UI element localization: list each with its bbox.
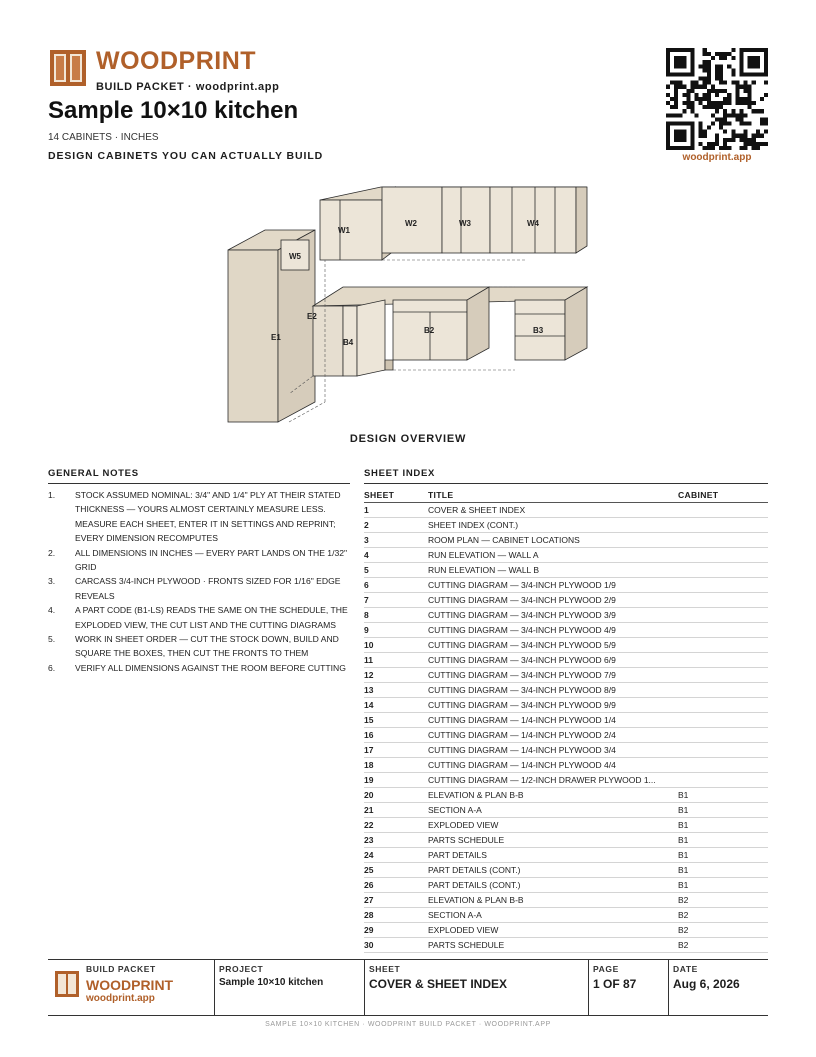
sheet-number-cell: 1	[364, 503, 428, 518]
title-block-project	[214, 960, 365, 1015]
cabinet-cell	[678, 773, 768, 788]
project-value: Sample 10×10 kitchen	[219, 977, 324, 988]
table-row[interactable]	[364, 638, 768, 653]
cabinet-cell	[678, 638, 768, 653]
sheet-number-cell: 16	[364, 728, 428, 743]
sheet-title-cell: CUTTING DIAGRAM — 3/4-INCH PLYWOOD 5/9	[428, 638, 678, 653]
cabinet-e2	[313, 306, 343, 376]
sheet-number-cell: 4	[364, 548, 428, 563]
list-item	[48, 632, 350, 661]
label-b3: B3	[533, 326, 544, 335]
sheet-title-cell: EXPLODED VIEW	[428, 818, 678, 833]
sheet-title-cell: CUTTING DIAGRAM — 1/4-INCH PLYWOOD 2/4	[428, 728, 678, 743]
label-e1: E1	[271, 333, 281, 342]
note-text: CARCASS 3/4-INCH PLYWOOD · FRONTS SIZED FOR 1/16" EDGE REVEALS	[75, 576, 341, 601]
label-w1: W1	[338, 226, 350, 235]
cabinet-cell	[678, 548, 768, 563]
label-b2: B2	[424, 326, 435, 335]
page-footer: SAMPLE 10×10 KITCHEN · WOODPRINT BUILD PACKET · WOODPRINT.APP	[265, 1021, 551, 1028]
sheet-title-cell: SHEET INDEX (CONT.)	[428, 518, 678, 533]
title-block-brand	[48, 960, 214, 1015]
table-row[interactable]	[364, 863, 768, 878]
sheet-title-cell: PART DETAILS (CONT.)	[428, 863, 678, 878]
table-row[interactable]	[364, 908, 768, 923]
cabinet-cell: B2	[678, 893, 768, 908]
title-block-page	[588, 960, 669, 1015]
cabinet-cell: B1	[678, 788, 768, 803]
title-block-date	[668, 960, 769, 1015]
sheet-title-cell: CUTTING DIAGRAM — 1/4-INCH PLYWOOD 4/4	[428, 758, 678, 773]
sheet-number-cell: 21	[364, 803, 428, 818]
sheet-title-cell: PARTS SCHEDULE	[428, 833, 678, 848]
note-text: WORK IN SHEET ORDER — CUT THE STOCK DOWN, BUILD AND SQUARE THE BOXES, THEN CUT THE FRONTS TO THEM	[75, 634, 339, 659]
table-row[interactable]	[364, 563, 768, 578]
cabinet-cell: B1	[678, 863, 768, 878]
title-block-brand-name: WOODPRINT	[86, 977, 174, 993]
note-text: A PART CODE (B1-LS) READS THE SAME ON THE SCHEDULE, THE EXPLODED VIEW, THE CUT LIST AND THE CUTTING DIAGRAMS	[75, 605, 348, 630]
sheet-number-cell: 14	[364, 698, 428, 713]
table-row[interactable]	[364, 833, 768, 848]
column-header-cabinet: CABINET	[678, 488, 768, 503]
note-number: 1.	[48, 490, 56, 500]
list-item	[48, 574, 350, 603]
sheet-index-table	[364, 488, 768, 953]
sheet-number-cell: 23	[364, 833, 428, 848]
date-value: Aug 6, 2026	[673, 977, 740, 991]
cabinet-cell	[678, 758, 768, 773]
cabinet-cell: B1	[678, 848, 768, 863]
sheet-title-cell: SECTION A-A	[428, 803, 678, 818]
sheet-title-cell: EXPLODED VIEW	[428, 923, 678, 938]
table-row[interactable]	[364, 938, 768, 953]
table-row[interactable]	[364, 713, 768, 728]
page-title: Sample 10×10 kitchen	[48, 97, 299, 124]
sheet-number-cell: 25	[364, 863, 428, 878]
sheet-number-cell: 8	[364, 608, 428, 623]
label-e2: E2	[307, 312, 317, 321]
sheet-title-cell: ELEVATION & PLAN B-B	[428, 788, 678, 803]
project-meta: 14 CABINETS · INCHES	[48, 132, 159, 143]
table-row[interactable]	[364, 788, 768, 803]
list-item	[48, 603, 350, 632]
sheet-index-title: SHEET INDEX	[364, 468, 768, 484]
sheet-number-cell: 27	[364, 893, 428, 908]
sheet-number-cell: 13	[364, 683, 428, 698]
woodprint-logo-icon	[55, 971, 79, 997]
note-text: VERIFY ALL DIMENSIONS AGAINST THE ROOM BEFORE CUTTING	[75, 662, 346, 673]
cabinet-w1	[320, 200, 382, 260]
sheet-title-cell: CUTTING DIAGRAM — 1/2-INCH DRAWER PLYWOOD 1...	[428, 773, 678, 788]
table-row[interactable]	[364, 533, 768, 548]
cabinet-cell	[678, 593, 768, 608]
cabinet-cell: B1	[678, 878, 768, 893]
sheet-title-cell: CUTTING DIAGRAM — 3/4-INCH PLYWOOD 8/9	[428, 683, 678, 698]
sheet-title-cell: ROOM PLAN — CABINET LOCATIONS	[428, 533, 678, 548]
sheet-title-cell: CUTTING DIAGRAM — 3/4-INCH PLYWOOD 1/9	[428, 578, 678, 593]
cabinet-cell	[678, 578, 768, 593]
table-row[interactable]	[364, 653, 768, 668]
sheet-number-cell: 3	[364, 533, 428, 548]
sheet-number-cell: 30	[364, 938, 428, 953]
sheet-number-cell: 9	[364, 623, 428, 638]
table-row[interactable]	[364, 773, 768, 788]
title-block	[48, 959, 768, 1016]
sheet-number-cell: 5	[364, 563, 428, 578]
note-number: 3.	[48, 576, 56, 587]
sheet-number-cell: 11	[364, 653, 428, 668]
note-text: ALL DIMENSIONS IN INCHES — EVERY PART LANDS ON THE 1/32" GRID	[75, 547, 348, 573]
label-w5: W5	[289, 252, 301, 261]
table-row[interactable]	[364, 923, 768, 938]
sheet-title-cell: CUTTING DIAGRAM — 3/4-INCH PLYWOOD 4/9	[428, 623, 678, 638]
table-row[interactable]	[364, 683, 768, 698]
note-number: 2.	[48, 547, 56, 558]
cabinet-cell: B2	[678, 908, 768, 923]
sheet-number-cell: 6	[364, 578, 428, 593]
woodprint-logo-icon	[48, 48, 88, 88]
cabinet-cell: B1	[678, 833, 768, 848]
note-number: 5.	[48, 634, 56, 645]
note-number: 4.	[48, 605, 56, 616]
sheet-title-cell: CUTTING DIAGRAM — 3/4-INCH PLYWOOD 6/9	[428, 653, 678, 668]
sheet-number-cell: 22	[364, 818, 428, 833]
page-value: 1 OF 87	[593, 977, 637, 991]
sheet-number-cell: 10	[364, 638, 428, 653]
cabinet-cell	[678, 563, 768, 578]
table-row[interactable]	[364, 698, 768, 713]
table-row[interactable]	[364, 623, 768, 638]
drawing-caption: DESIGN OVERVIEW	[349, 433, 467, 445]
title-block-url[interactable]: woodprint.app	[86, 993, 155, 1004]
sheet-label: SHEET	[369, 964, 401, 974]
cabinet-cell: B2	[678, 923, 768, 938]
label-b4: B4	[343, 338, 354, 347]
sheet-title-cell: PART DETAILS	[428, 848, 678, 863]
column-header-title: TITLE	[428, 488, 678, 503]
sheet-number-cell: 2	[364, 518, 428, 533]
table-row[interactable]	[364, 578, 768, 593]
sheet-number-cell: 20	[364, 788, 428, 803]
sheet-title-cell: CUTTING DIAGRAM — 1/4-INCH PLYWOOD 1/4	[428, 713, 678, 728]
sheet-title-cell: RUN ELEVATION — WALL B	[428, 563, 678, 578]
qr-code-icon[interactable]	[666, 48, 768, 150]
cabinet-cell	[678, 743, 768, 758]
cabinet-cell	[678, 503, 768, 518]
sheet-title-cell: RUN ELEVATION — WALL A	[428, 548, 678, 563]
cabinet-cell	[678, 728, 768, 743]
sheet-title-cell: SECTION A-A	[428, 908, 678, 923]
cabinet-cell: B1	[678, 818, 768, 833]
list-item	[48, 546, 350, 575]
cabinet-cell	[678, 623, 768, 638]
table-row[interactable]	[364, 743, 768, 758]
sheet-title-cell: PART DETAILS (CONT.)	[428, 878, 678, 893]
sheet-number-cell: 29	[364, 923, 428, 938]
table-row[interactable]	[364, 608, 768, 623]
table-row[interactable]	[364, 593, 768, 608]
sheet-title-cell: PARTS SCHEDULE	[428, 938, 678, 953]
table-row[interactable]	[364, 818, 768, 833]
table-row[interactable]	[364, 758, 768, 773]
cabinet-cell	[678, 668, 768, 683]
note-number: 6.	[48, 662, 56, 673]
sheet-number-cell: 28	[364, 908, 428, 923]
cabinet-cell	[678, 698, 768, 713]
cabinet-cell	[678, 683, 768, 698]
table-row[interactable]	[364, 803, 768, 818]
sheet-number-cell: 19	[364, 773, 428, 788]
label-w4: W4	[527, 219, 539, 228]
tagline: DESIGN CABINETS YOU CAN ACTUALLY BUILD	[48, 150, 324, 162]
title-block-sheet	[364, 960, 589, 1015]
table-row[interactable]	[364, 893, 768, 908]
table-row[interactable]	[364, 848, 768, 863]
build-packet-label: BUILD PACKET	[86, 964, 156, 974]
general-notes-list	[48, 488, 350, 675]
sheet-title-cell: CUTTING DIAGRAM — 3/4-INCH PLYWOOD 2/9	[428, 593, 678, 608]
cabinet-cell	[678, 518, 768, 533]
sheet-number-cell: 7	[364, 593, 428, 608]
note-text: STOCK ASSUMED NOMINAL: 3/4" AND 1/4" PLY AT THEIR STATED THICKNESS — YOURS ALMOST CERTAINLY MEASURE LESS. MEASURE EACH SHEET, ENTER IT IN SETTINGS AND REPRINT; EVERY DIMENSION RECOMPUTES	[75, 490, 341, 544]
page-label: PAGE	[593, 964, 619, 974]
label-w2: W2	[405, 219, 417, 228]
label-w3: W3	[459, 219, 471, 228]
table-row[interactable]	[364, 878, 768, 893]
table-row[interactable]	[364, 503, 768, 518]
qr-label: woodprint.app	[682, 152, 752, 163]
brand-name: WOODPRINT	[96, 47, 257, 75]
table-row[interactable]	[364, 668, 768, 683]
sheet-number-cell: 15	[364, 713, 428, 728]
list-item	[48, 488, 350, 546]
cabinet-cell: B1	[678, 803, 768, 818]
list-item	[48, 661, 350, 675]
sheet-title-cell: ELEVATION & PLAN B-B	[428, 893, 678, 908]
cabinet-cell	[678, 533, 768, 548]
sheet-number-cell: 24	[364, 848, 428, 863]
sheet-title-cell: COVER & SHEET INDEX	[428, 503, 678, 518]
date-label: DATE	[673, 964, 698, 974]
cabinet-cell: B2	[678, 938, 768, 953]
sheet-value: COVER & SHEET INDEX	[369, 977, 508, 991]
project-label: PROJECT	[219, 964, 264, 974]
sheet-number-cell: 18	[364, 758, 428, 773]
table-header-row	[364, 488, 768, 503]
cabinet-cell	[678, 653, 768, 668]
sheet-title-cell: CUTTING DIAGRAM — 3/4-INCH PLYWOOD 7/9	[428, 668, 678, 683]
cabinet-cell	[678, 713, 768, 728]
general-notes-title: GENERAL NOTES	[48, 468, 350, 484]
brand-subtitle: BUILD PACKET · woodprint.app	[96, 81, 280, 93]
sheet-title-cell: CUTTING DIAGRAM — 3/4-INCH PLYWOOD 3/9	[428, 608, 678, 623]
sheet-number-cell: 26	[364, 878, 428, 893]
cabinet-cell	[678, 608, 768, 623]
sheet-title-cell: CUTTING DIAGRAM — 3/4-INCH PLYWOOD 9/9	[428, 698, 678, 713]
sheet-number-cell: 12	[364, 668, 428, 683]
design-overview-drawing	[225, 184, 591, 428]
sheet-title-cell: CUTTING DIAGRAM — 1/4-INCH PLYWOOD 3/4	[428, 743, 678, 758]
table-row[interactable]	[364, 728, 768, 743]
table-row[interactable]	[364, 518, 768, 533]
table-row[interactable]	[364, 548, 768, 563]
sheet-number-cell: 17	[364, 743, 428, 758]
column-header-sheet: SHEET	[364, 488, 428, 503]
